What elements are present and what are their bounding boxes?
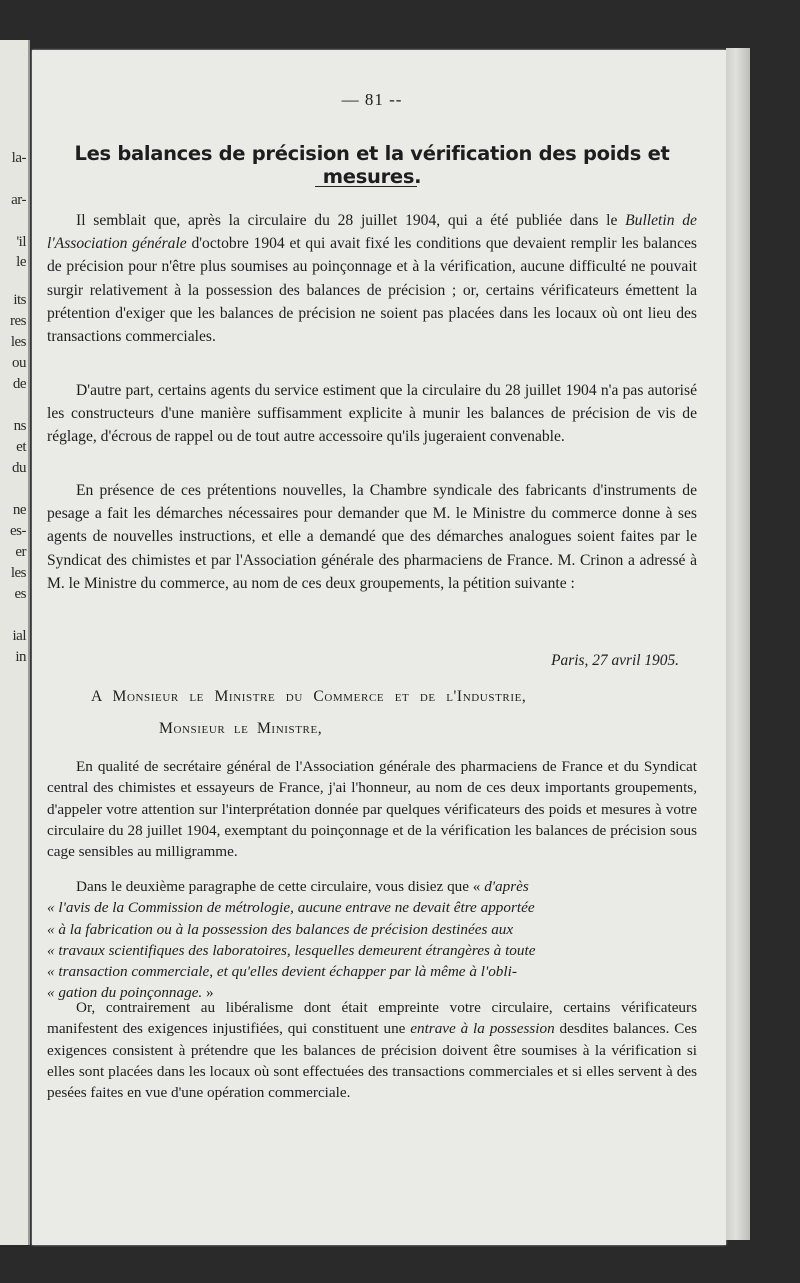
page-stack-edge (726, 48, 750, 1240)
letter-address: A Monsieur le Ministre du Commerce et de l'Industrie, (91, 688, 527, 705)
adjacent-page-fragment: le (16, 254, 26, 270)
adjacent-page-fragment: ns (13, 418, 26, 434)
adjacent-page-fragment: de (12, 376, 26, 392)
page-number: — 81 -- (341, 90, 403, 109)
quote-line: « transaction commerciale, et qu'elles devient échapper par là même à l'obli- (47, 963, 517, 981)
paragraph-2: D'autre part, certains agents du service estiment que la circulaire du 28 juillet 1904 n'a pas autorisé les constructeurs d'une manière suffisamment explicite à munir les balances de précision de vis de réglage, d'écrous de rappel ou de tout autre accessoire qu'ils jugeraient convenable. (47, 382, 697, 446)
article-title: Les balances de précision et la vérification des poids et mesures. (74, 142, 670, 188)
adjacent-page-fragment: in (15, 649, 26, 665)
adjacent-page-fragment: et (16, 439, 26, 455)
adjacent-page-fragment: its (13, 292, 26, 308)
adjacent-page-fragment: es- (10, 523, 26, 539)
quote-line: « l'avis de la Commission de métrologie, aucune entrave ne devait être apportée (47, 899, 535, 917)
quote-close: » (202, 984, 214, 1002)
letter-paragraph-3-text-b: desdites balances. Ces exigences consistent à prétendre que les balances de précision doivent être soumises à la vérification si elles sont placées dans les locaux où sont effectuées des transactions commerciales et si elles servent à des pesées faites en vue d'une opération commerciale. (47, 1020, 697, 1102)
adjacent-page-fragment: res (10, 313, 26, 329)
book-page (32, 50, 726, 1245)
letter-paragraph-3-italic: entrave à la possession (410, 1020, 555, 1038)
adjacent-page-fragment: la- (11, 150, 26, 166)
letter-paragraph-3-text-a: Or, contrairement au libéralisme dont était empreinte votre circulaire, certains vérificateurs manifestent des exigences injustifiées, qui constituent une (47, 999, 697, 1038)
adjacent-page-fragment: es (14, 586, 26, 602)
adjacent-page-fragment: les (10, 334, 26, 350)
paragraph-1-text-a: Il semblait que, après la circulaire du 28 juillet 1904, qui a été publiée dans le (76, 212, 626, 229)
adjacent-page-sliver (0, 40, 30, 1245)
letter-paragraph-2-text: Dans le deuxième paragraphe de cette circulaire, vous disiez que « (76, 878, 485, 895)
adjacent-page-fragment: 'il (16, 234, 26, 250)
letter-salutation: Monsieur le Ministre, (159, 720, 323, 737)
letter-dateline: Paris, 27 avril 1905. (551, 652, 679, 669)
adjacent-page-fragment: du (12, 460, 26, 476)
adjacent-page-fragment: ial (12, 628, 26, 644)
paragraph-1 (47, 209, 697, 348)
paragraph-3: En présence de ces prétentions nouvelles, la Chambre syndicale des fabricants d'instruments de pesage a fait les démarches nécessaires pour demander que M. le Ministre du commerce donne à ses agents de nouvelles instructions, et elle a demandé que des démarches analogues soient faites par le Syndicat des chimistes et par l'Association générale des pharmaciens de France. M. Crinon a adressé à M. le Ministre du commerce, au nom de ces deux groupements, la pétition suivante : (47, 482, 697, 592)
adjacent-page-fragment: ne (12, 502, 26, 518)
paragraph-1-text-b: d'octobre 1904 et qui avait fixé les conditions que devaient remplir les balances de précision pour n'être plus soumises au poinçonnage et à la vérification, aucune difficulté ne pouvait surgir relativement à la possession des balances de précision ; or, certains vérificateurs émettent la prétention d'exiger que les balances de précision ne soient pas placées dans les locaux où ont lieu des transactions commerciales. (47, 235, 697, 346)
letter-paragraph-3 (47, 997, 697, 1103)
title-rule (315, 186, 417, 187)
quote-line: d'après (484, 878, 529, 895)
quote-line: « travaux scientifiques des laboratoires, lesquelles demeurent étrangères à toute (47, 941, 536, 959)
letter-paragraph-1: En qualité de secrétaire général de l'Association générale des pharmaciens de France et du Syndicat central des chimistes et essayeurs de France, j'ai l'honneur, au nom de ces deux importants groupements, d'appeler votre attention sur l'interprétation donnée par quelques vérificateurs des poids et mesures à votre circulaire du 28 juillet 1904, exemptant du poinçonnage et de la vérification les balances de précision sous cage sensibles au milligramme. (47, 758, 697, 861)
paragraph-1-italic: Bulletin de l'Association générale (47, 212, 697, 253)
adjacent-page-fragment: les (10, 565, 26, 581)
adjacent-page-fragment: er (15, 544, 26, 560)
quote-line: « gation du poinçonnage. (47, 984, 203, 1002)
letter-paragraph-2 (47, 876, 697, 1004)
quote-line: « à la fabrication ou à la possession des balances de précision destinées aux (47, 920, 514, 938)
adjacent-page-fragment: ar- (11, 192, 26, 208)
adjacent-page-fragment: ou (12, 355, 26, 371)
